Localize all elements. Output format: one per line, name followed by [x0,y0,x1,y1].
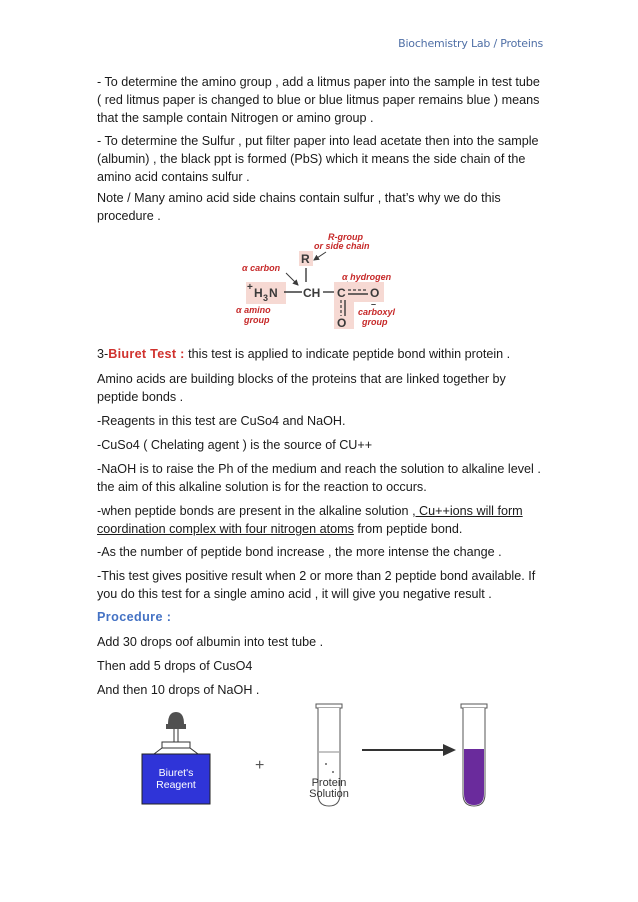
biuret-number: 3- [97,347,109,361]
plus-charge: + [247,282,253,293]
alpha-carbon-arrow [286,273,298,285]
side-chain-label: or side chain [314,241,370,251]
minus-charge: – [371,299,377,309]
alpha-amino-label: α amino [236,305,271,315]
sulfur-paragraph: - To determine the Sulfur , put filter paper into lead acetate then into the sample (albumin) , the black ppt is formed (PbS) which it means the side chain of the amino acid contains sulfur . [97,134,539,184]
biuret-reagent-bottle [142,712,210,804]
procedure-step-1: Add 30 drops oof albumin into test tube . [97,635,324,649]
peptide-alkaline-text: -when peptide bonds are present in the alkaline solution [97,504,413,518]
carboxyl-highlight-right [354,282,384,302]
protein-test-tube [309,704,349,806]
protein-label-line2: Solution [309,788,349,800]
purple-solution [464,749,484,805]
result-test-tube [461,704,487,806]
tube-rim [316,704,342,708]
o-right-atom: O [370,286,380,300]
reaction-arrow-head [443,744,456,756]
procedure-step-3: And then 10 drops of NaOH . [97,683,260,697]
bottle-label-line2: Reagent [156,779,196,791]
dropper-bulb [168,712,184,724]
biuret-procedure-figure [140,702,520,814]
amino-group-paragraph: - To determine the amino group , add a litmus paper into the sample in test tube ( red litmus paper is changed to blue or blue litmus paper remains blue ) means that the sample contain Nitrogen or amino group . [97,75,540,125]
biuret-title: Biuret Test : [108,347,185,361]
bottle-neck [162,742,190,748]
reagents-paragraph: -Reagents in this test are CuSo4 and NaOH. [97,414,346,428]
coordination-complex-text: , Cu++ions will form coordination complex with four nitrogen atoms [97,504,523,536]
r-atom: R [301,252,310,266]
procedure-step-2: Then add 5 drops of CusO4 [97,659,253,673]
bottle-shoulder [154,748,198,754]
peptide-bond-text: from peptide bond. [353,522,463,536]
r-group-label: R-group [328,232,363,242]
h-subscript: 3 [263,293,269,303]
amino-group-label: group [244,315,270,325]
bottle-label-line1: Biuret's [158,767,194,779]
note-paragraph: Note / Many amino acid side chains contain sulfur , that’s why we do this procedure . [97,191,501,223]
alpha-hydrogen-label: α hydrogen [342,272,392,282]
positive-result-paragraph: -This test gives positive result when 2 or more than 2 peptide bond available. If you do this test for a single amino acid , it will give you negative result . [97,569,536,601]
r-group-arrow [314,252,326,260]
particle-1 [325,763,327,765]
plus-sign: + [255,757,265,774]
biuret-description: this test is applied to indicate peptide bond within protein . [184,347,511,361]
protein-label-line1: Protein [311,777,347,789]
dropper-collar [166,724,186,729]
c-atom: C [337,286,346,300]
o-bottom-atom: O [337,316,347,330]
naoh-paragraph: -NaOH is to raise the Ph of the medium and reach the solution to alkaline level . the aim of this alkaline solution is for the reaction to occurs. [97,462,541,494]
biuret-intro-paragraph [97,345,542,363]
n-atom: N [269,286,278,300]
procedure-heading: Procedure : [97,610,172,624]
alpha-carbon-label: α carbon [242,263,281,273]
running-header: Biochemistry Lab / Proteins [398,37,543,50]
carboxyl-group-label: group [362,317,388,327]
result-tube-rim [461,704,487,708]
intensity-paragraph: -As the number of peptide bond increase , the more intense the change . [97,545,502,559]
particle-2 [332,771,334,773]
ch-atom: CH [303,286,321,300]
carboxyl-label: carboxyl [358,307,396,317]
peptide-alkaline-paragraph [97,502,542,538]
cuso4-paragraph: -CuSo4 ( Chelating agent ) is the source of CU++ [97,438,373,452]
amino-acid-structure-diagram [228,230,418,330]
h-atom: H [254,286,263,300]
building-blocks-paragraph: Amino acids are building blocks of the proteins that are linked together by peptide bonds . [97,372,506,404]
